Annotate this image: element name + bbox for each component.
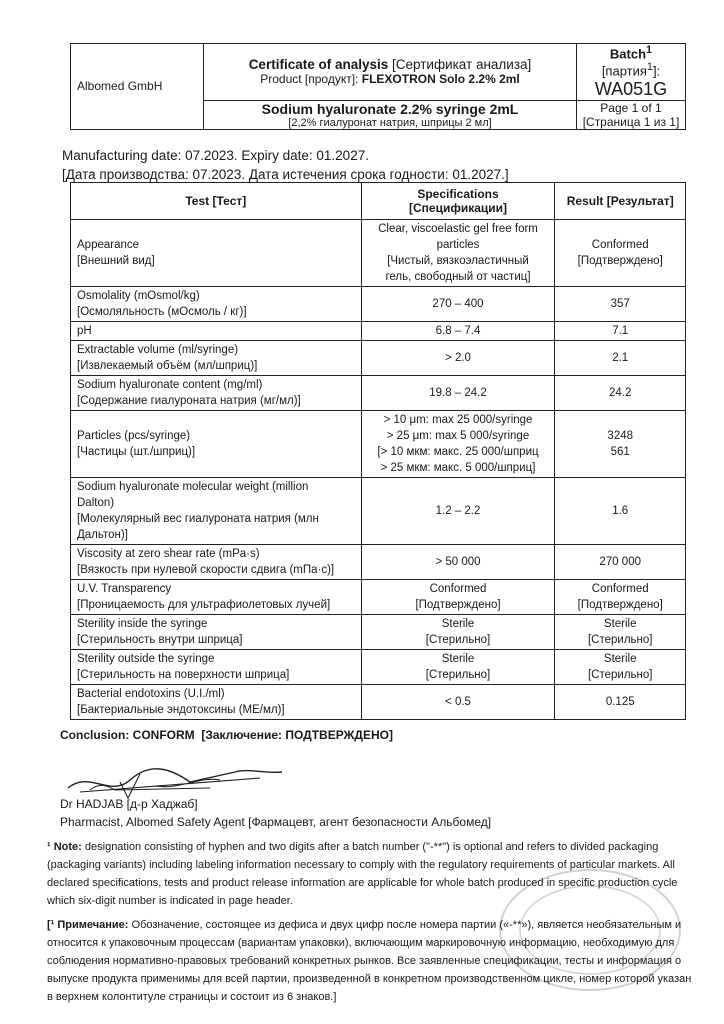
company-name: Albomed GmbH [71,44,204,130]
spec-cell-line: [Подтверждено] [415,599,501,611]
item-title-cell [204,100,577,129]
test-cell [71,615,362,650]
table-row [71,650,686,685]
results-table [70,182,686,720]
dates-ru: [Дата производства: 07.2023. Дата истечения срока годности: 01.2027.] [62,167,509,182]
test-cell [71,322,362,341]
certificate-cell [204,44,577,101]
result-cell [555,322,686,341]
spec-cell-line: > 25 μm: max 5 000/syringe [386,430,530,442]
spec-cell-line: Clear, viscoelastic gel free form [378,223,538,235]
dates-en: Manufacturing date: 07.2023. Expiry date: 01.2027. [62,148,369,163]
table-row [71,411,686,478]
table-row [71,287,686,322]
test-cell-line: [Стерильность на поверхности шприца] [77,669,290,681]
spec-cell-line: 1.2 – 2.2 [435,505,481,517]
test-cell-line: [Осмоляльность (мОсмоль / кг)] [77,306,247,318]
result-cell-line: 7.1 [612,325,629,337]
conclusion: Conclusion: CONFORM [Заключение: ПОДТВЕРЖДЕНО] [60,728,393,742]
spec-cell [361,322,555,341]
test-cell-line: [Извлекаемый объём (мл/шприц)] [77,360,258,372]
result-cell-line: 561 [610,446,630,458]
result-cell-line: [Стерильно] [587,634,653,646]
signer-role: Pharmacist, Albomed Safety Agent [Фармацевт, агент безопасности Альбомед] [60,815,492,829]
result-cell [555,650,686,685]
test-cell-line: Sterility inside the syringe [77,618,208,630]
table-row [71,478,686,545]
test-cell [71,580,362,615]
spec-cell [361,287,555,322]
result-cell-line: [Стерильно] [587,669,653,681]
result-cell [555,376,686,411]
result-cell [555,545,686,580]
test-cell [71,341,362,376]
result-cell [555,615,686,650]
test-cell-line: Particles (pcs/syringe) [77,430,191,442]
test-cell-line: [Содержание гиалуроната натрия (мг/мл)] [77,395,301,407]
product-line: Product [продукт]: FLEXOTRON Solo 2.2% 2ml [260,72,520,87]
table-row [71,580,686,615]
test-cell-line: Osmolality (mOsmol/kg) [77,290,200,302]
spec-cell-line: Sterile [441,618,475,630]
test-cell-line: [Частицы (шт./шприц)] [77,446,196,458]
test-cell [71,478,362,545]
note-en: ¹ Note: designation consisting of hyphen and two digits after a batch number ("-**") is optional and refers to divided packaging (packaging variants) including labeling information necessary to comply with the regulatory requirements of particular markets. All declared specifications, tests and product release information are applicable for whole batch produced in specific production cycle which six-digit number is indicated in page header. [47,841,678,907]
table-row [71,615,686,650]
spec-cell [361,685,555,720]
batch-label: Batch$^1$ [партия$^1$]: [601,44,661,79]
result-cell-line: 3248 [607,430,634,442]
table-row [71,376,686,411]
test-cell-line: [Вязкость при нулевой скорости сдвига (mПа·с)] [77,564,335,576]
table-row [71,220,686,287]
test-cell-line: Appearance [77,239,140,251]
result-cell-line: Sterile [603,618,637,630]
spec-cell-line: 6.8 – 7.4 [435,325,481,337]
table-row [71,322,686,341]
header-spec: Specifications [Спецификации] [361,183,555,220]
signer-name: Dr HADJAB [д-р Хаджаб] [60,797,198,811]
table-row [71,545,686,580]
page-number-ru: [Страница 1 из 1] [582,114,680,129]
spec-cell-line: [Стерильно] [425,669,491,681]
item-title: Sodium hyaluronate 2.2% syringe 2mL [261,100,519,117]
spec-cell-line: [> 10 мкм: макс. 25 000/шприц [377,446,539,458]
spec-cell-line: [Стерильно] [425,634,491,646]
result-cell-line: Conformed [591,583,649,595]
test-cell-line: Sodium hyaluronate content (mg/ml) [77,379,263,391]
header-result: Result [Результат] [555,183,686,220]
spec-cell [361,545,555,580]
result-cell-line: 1.6 [612,505,629,517]
spec-cell [361,615,555,650]
table-row [71,685,686,720]
note-ru: [¹ Примечание: Обозначение, состоящее из дефиса и двух цифр после номера партии («-**»), является необязательным и относится к упаковочным процессам (вариантам упаковки), включающим маркировочную информацию, необходимую для соблюдения нормативно-правовых требований конкретных рынков. Все заявленные спецификации, тесты и информация о выпуске продукта применимы для всей партии, произведенной в конкретном производственном цикле, номер которой указан в верхнем колонтитуле страницы и состоит из 6 знаков.] [47,919,692,1003]
spec-cell [361,580,555,615]
test-cell [71,220,362,287]
test-cell-line: [Проницаемость для ультрафиолетовых лучей] [77,599,331,611]
result-cell-line: [Подтверждено] [577,255,663,267]
spec-cell-line: > 50 000 [435,556,481,568]
result-cell-line: Conformed [591,239,649,251]
test-cell-line: [Внешний вид] [77,255,155,267]
test-cell-line: Sodium hyaluronate molecular weight (million [77,481,309,493]
item-title-ru: [2,2% гиалуронат натрия, шприцы 2 мл] [288,116,492,129]
result-cell-line: 357 [610,298,630,310]
result-cell-line: 24.2 [609,387,632,399]
spec-cell [361,220,555,287]
header-test: Test [Тест] [71,183,362,220]
signer-block [60,795,491,831]
test-cell [71,650,362,685]
result-cell-line: Sterile [603,653,637,665]
test-cell [71,545,362,580]
page-number: Page 1 of 1 [600,100,662,115]
header-table [70,43,686,130]
batch-number: WA051G [594,78,668,99]
result-cell [555,411,686,478]
test-cell-line: Дальтон)] [77,529,128,541]
result-cell [555,220,686,287]
spec-cell-line: particles [436,239,480,251]
test-cell [71,376,362,411]
spec-cell-line: Conformed [429,583,487,595]
result-cell [555,580,686,615]
test-cell-line: Sterility outside the syringe [77,653,215,665]
result-cell [555,341,686,376]
test-cell-line: [Стерильность внутри шприца] [77,634,243,646]
result-cell-line: 270 000 [599,556,641,568]
dates-block [62,146,509,184]
spec-cell-line: < 0.5 [445,696,471,708]
result-cell [555,478,686,545]
test-cell-line: Extractable volume (ml/syringe) [77,344,239,356]
spec-cell-line: > 25 мкм: макс. 5 000/шприц] [380,462,536,474]
spec-cell-line: 270 – 400 [432,298,484,310]
test-cell [71,287,362,322]
test-cell-line: Viscosity at zero shear rate (mPa·s) [77,548,260,560]
spec-cell-line: > 10 μm: max 25 000/syringe [383,414,533,426]
spec-cell [361,341,555,376]
test-cell [71,685,362,720]
test-cell-line: pH [77,325,92,337]
result-cell-line: [Подтверждено] [577,599,663,611]
spec-cell-line: 19.8 – 24.2 [429,387,487,399]
batch-cell [577,44,686,101]
test-cell-line: [Бактериальные эндотоксины (МЕ/мл)] [77,704,285,716]
spec-cell-line: Sterile [441,653,475,665]
result-cell-line: 0.125 [605,696,635,708]
results-body [71,220,686,720]
spec-cell [361,478,555,545]
test-cell-line: Dalton) [77,497,115,509]
spec-cell-line: [Чистый, вязкоэластичный [387,255,529,267]
test-cell-line: [Молекулярный вес гиалуроната натрия (млн [77,513,319,525]
result-cell-line: 2.1 [612,352,629,364]
spec-cell [361,411,555,478]
certificate-title: Certificate of analysis [Сертификат анализа] [248,57,532,73]
table-row [71,341,686,376]
result-cell [555,685,686,720]
test-cell-line: Bacterial endotoxins (U.I./ml) [77,688,225,700]
spec-cell [361,650,555,685]
result-cell [555,287,686,322]
page-cell [577,100,686,129]
test-cell [71,411,362,478]
spec-cell [361,376,555,411]
test-cell-line: U.V. Transparency [77,583,172,595]
spec-cell-line: гель, свободный от частиц] [385,271,531,283]
spec-cell-line: > 2.0 [445,352,471,364]
